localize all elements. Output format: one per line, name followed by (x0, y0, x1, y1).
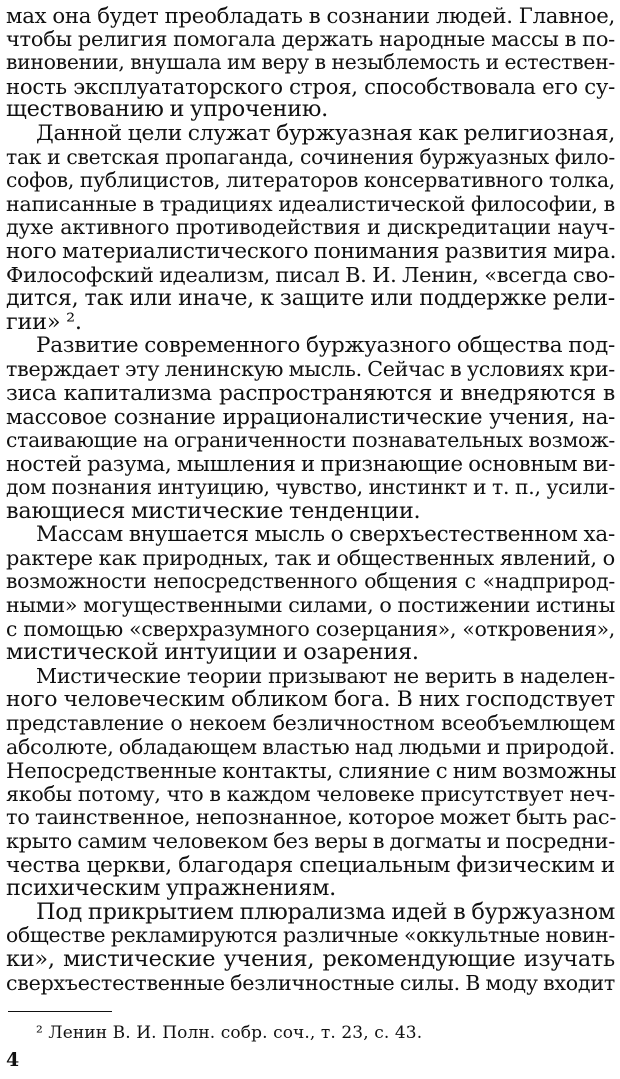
text-line: виновении, внушала им веру в незыблемость и естествен- (6, 50, 615, 75)
text-line: якобы потому, что в каждом человеке присутствует неч- (6, 781, 615, 806)
text-line: стаивающие на ограниченности познавательных возмож- (6, 427, 615, 452)
text-line: Мистические теории призывают не верить в наделен- (36, 663, 615, 688)
text-line: то таинственное, непознанное, которое может быть рас- (6, 805, 617, 830)
text-line: крыто самим человеком без веры в догматы и посредни- (6, 829, 616, 853)
text-line: вающиеся мистические тенденции. (6, 497, 421, 524)
text-line: Непосредственные контакты, слияние с ним возможны (6, 758, 617, 784)
text-line: ки», мистические учения, рекомендующие изучать (6, 946, 615, 972)
text-line: Под прикрытием плюрализма идей в буржуазном (36, 898, 616, 925)
text-line: чтобы религия помогала держать народные массы в по- (6, 26, 615, 51)
text-line: Данной цели служат буржуазная как религиозная, (36, 121, 615, 146)
page-number: 4 (6, 1049, 20, 1071)
text-line: написанные в традициях идеалистической философии, в (6, 191, 615, 216)
text-line: софов, публицистов, литераторов консервативного толка, (6, 168, 615, 193)
text-line: рактере как природных, так и общественных явлений, о (6, 545, 615, 570)
text-line: дом познания интуицию, чувство, инстинкт и т. п., усили- (6, 475, 615, 499)
text-line: обществе рекламируются различные «оккультные новин- (6, 923, 615, 948)
text-line: представление о некоем безличностном всеобъемлющем (6, 711, 615, 735)
text-line: массовое сознание иррационалистические учения, на- (6, 404, 615, 430)
text-line: Массам внушается мысль о сверхъестественном ха- (36, 522, 615, 548)
text-line: дится, так или иначе, к защите или поддержке рели- (6, 285, 615, 312)
text-line: гии» ². (6, 308, 82, 335)
text-line: с помощью «сверхразумного созерцания», «откровения», (6, 616, 615, 641)
text-line: ность эксплуататорского строя, способствовала его су- (6, 73, 615, 99)
text-line: мистической интуиции и озарения. (6, 639, 419, 666)
text-line: Развитие современного буржуазного общества под- (36, 333, 615, 359)
text-line: возможности непосредственного общения с «надприрод- (6, 569, 615, 594)
text-line: так и светская пропаганда, сочинения буржуазных фило- (6, 144, 615, 169)
text-line: тверждает эту ленинскую мысль. Сейчас в условиях кри- (6, 357, 615, 381)
text-line: психическим упражнениям. (6, 875, 337, 902)
text-line: ного человеческим обликом бога. В них господствует (6, 687, 615, 713)
text-line: ными» могущественными силами, о постижении истины (6, 593, 615, 617)
text-line: сверхъестественные безличностные силы. В моду входит (6, 970, 615, 995)
text-line: ного материалистического понимания развития мира. (6, 239, 617, 264)
footnote-separator (8, 1011, 112, 1012)
text-line: Философский идеализм, писал В. И. Ленин, «всегда сво- (6, 262, 615, 287)
text-line: ществованию и упрочению. (6, 96, 328, 123)
text-line: абсолюте, обладающем властью над людьми и природой. (6, 734, 615, 759)
footnote: ² Ленин В. И. Полн. собр. соч., т. 23, с. 43. (36, 1023, 423, 1043)
text-line: мах она будет преобладать в сознании людей. Главное, (6, 3, 615, 28)
text-line: чества церкви, благодаря специальным физическим и (6, 852, 615, 878)
text-line: духе активного противодействия и дискредитации науч- (6, 215, 615, 240)
text-line: зиса капитализма распространяются и внедряются в (6, 380, 615, 406)
text-line: ностей разума, мышления и признающие основным ви- (6, 451, 616, 477)
